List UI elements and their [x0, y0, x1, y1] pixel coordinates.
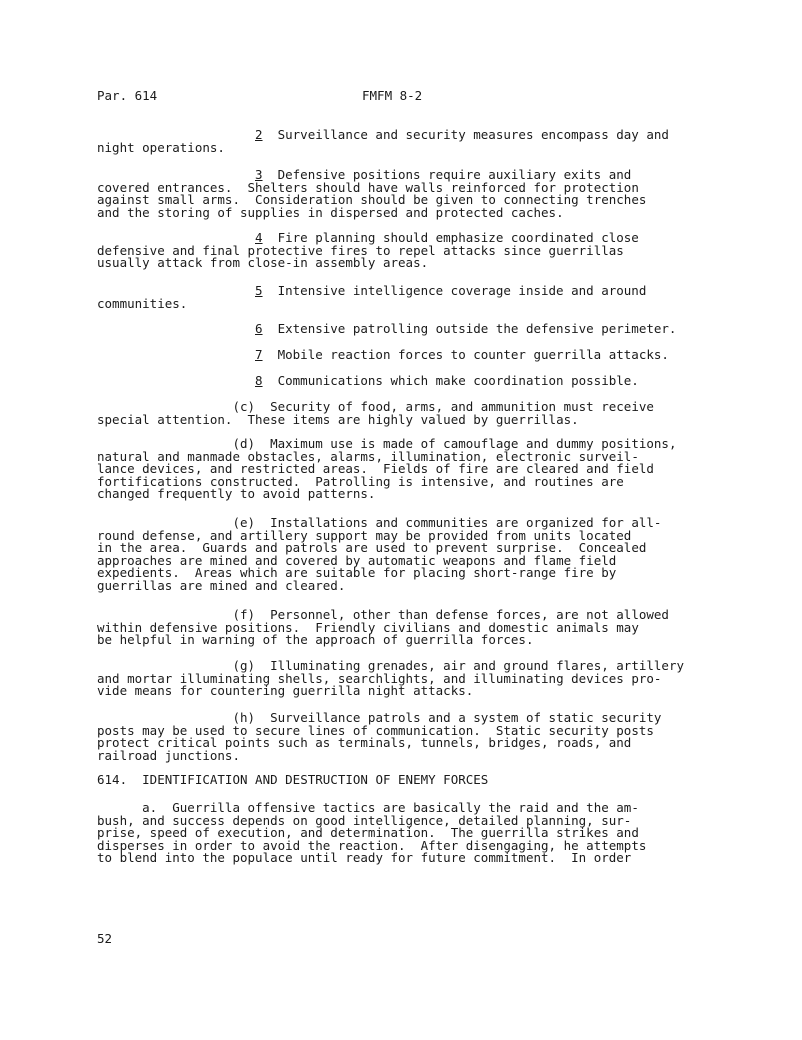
- item-number: 7: [255, 347, 263, 362]
- text-line: fortifications constructed. Patrolling is intensive, and routines are: [97, 473, 624, 489]
- numbered-item: [97, 129, 687, 154]
- text-line: protect critical points such as terminals, tunnels, bridges, roads, and: [97, 735, 632, 751]
- text-line: covered entrances. Shelters should have walls reinforced for protection: [97, 179, 639, 195]
- text-line: natural and manmade obstacles, alarms, illumination, electronic surveil-: [97, 448, 639, 464]
- text-line: railroad junctions.: [97, 747, 240, 763]
- text-line: (g) Illuminating grenades, air and ground flares, artillery: [97, 658, 684, 673]
- numbered-item: [97, 232, 687, 270]
- text-line: lance devices, and restricted areas. Fields of fire are cleared and field: [97, 461, 654, 477]
- text-line: guerrillas are mined and cleared.: [97, 577, 346, 593]
- item-first-line: [97, 349, 687, 362]
- text-line: vide means for countering guerrilla night attacks.: [97, 683, 474, 699]
- numbered-item: [97, 169, 687, 219]
- text-line: and the storing of supplies in dispersed and protected caches.: [97, 204, 564, 220]
- item-first-line: [97, 375, 687, 388]
- text-line: 614. IDENTIFICATION AND DESTRUCTION OF ENEMY FORCES: [97, 772, 489, 787]
- item-number: 3: [255, 167, 263, 182]
- text-line: (d) Maximum use is made of camouflage and dummy positions,: [97, 436, 677, 451]
- paragraph: [97, 401, 687, 426]
- item-number: 6: [255, 321, 263, 336]
- text-line: night operations.: [97, 139, 225, 155]
- text-line: (f) Personnel, other than defense forces, are not allowed: [97, 607, 669, 622]
- text-line: usually attack from close-in assembly areas.: [97, 255, 429, 271]
- item-number: 4: [255, 230, 263, 245]
- text-line: posts may be used to secure lines of communication. Static security posts: [97, 722, 654, 738]
- text-line: against small arms. Consideration should be given to connecting trenches: [97, 192, 647, 208]
- running-header-manual: FMFM 8-2: [362, 88, 423, 103]
- item-number: 5: [255, 283, 263, 298]
- text-line: (c) Security of food, arms, and ammunition must receive: [97, 399, 654, 414]
- text-line: in the area. Guards and patrols are used to prevent surprise. Concealed: [97, 540, 647, 556]
- numbered-item: [97, 285, 687, 310]
- text-line: to blend into the populace until ready for future commitment. In order: [97, 850, 632, 866]
- paragraph: [97, 438, 687, 501]
- item-text: Communications which make coordination possible.: [277, 373, 639, 388]
- item-number: 8: [255, 373, 263, 388]
- text-line: be helpful in warning of the approach of guerrilla forces.: [97, 632, 534, 648]
- numbered-item: [97, 375, 687, 388]
- item-text: Fire planning should emphasize coordinated close: [277, 230, 639, 245]
- item-text: Extensive patrolling outside the defensive perimeter.: [277, 321, 677, 336]
- text-line: disperses in order to avoid the reaction. After disengaging, he attempts: [97, 837, 647, 853]
- text-line: bush, and success depends on good intelligence, detailed planning, sur-: [97, 812, 632, 828]
- paragraph: [97, 712, 687, 762]
- text-line: communities.: [97, 295, 188, 311]
- paragraph: [97, 660, 687, 698]
- item-number: 2: [255, 127, 263, 142]
- paragraph: [97, 609, 687, 647]
- text-line: prise, speed of execution, and determination. The guerrilla strikes and: [97, 825, 639, 841]
- item-first-line: [97, 323, 687, 336]
- text-line: special attention. These items are highly valued by guerrillas.: [97, 411, 579, 427]
- paragraph: [97, 802, 687, 865]
- numbered-item: [97, 323, 687, 336]
- item-text: Mobile reaction forces to counter guerrilla attacks.: [277, 347, 669, 362]
- text-line: (e) Installations and communities are organized for all-: [97, 515, 662, 530]
- numbered-item: [97, 349, 687, 362]
- paragraph: [97, 517, 687, 593]
- text-line: expedients. Areas which are suitable for placing short-range fire by: [97, 565, 617, 581]
- text-line: defensive and final protective fires to repel attacks since guerrillas: [97, 242, 624, 258]
- text-line: a. Guerrilla offensive tactics are basically the raid and the am-: [97, 800, 639, 815]
- item-text: Defensive positions require auxiliary exits and: [277, 167, 632, 182]
- text-line: (h) Surveillance patrols and a system of static security: [97, 710, 662, 725]
- text-line: round defense, and artillery support may be provided from units located: [97, 527, 632, 543]
- section-heading: [97, 774, 687, 787]
- running-header-paragraph: Par. 614: [97, 88, 158, 103]
- item-text: Intensive intelligence coverage inside and around: [277, 283, 647, 298]
- text-line: changed frequently to avoid patterns.: [97, 486, 376, 502]
- text-line: approaches are mined and covered by automatic weapons and flame field: [97, 552, 617, 568]
- page-number: 52: [97, 931, 113, 946]
- item-text: Surveillance and security measures encompass day and: [277, 127, 669, 142]
- text-line: and mortar illuminating shells, searchlights, and illuminating devices pro-: [97, 670, 662, 686]
- text-line: within defensive positions. Friendly civilians and domestic animals may: [97, 619, 639, 635]
